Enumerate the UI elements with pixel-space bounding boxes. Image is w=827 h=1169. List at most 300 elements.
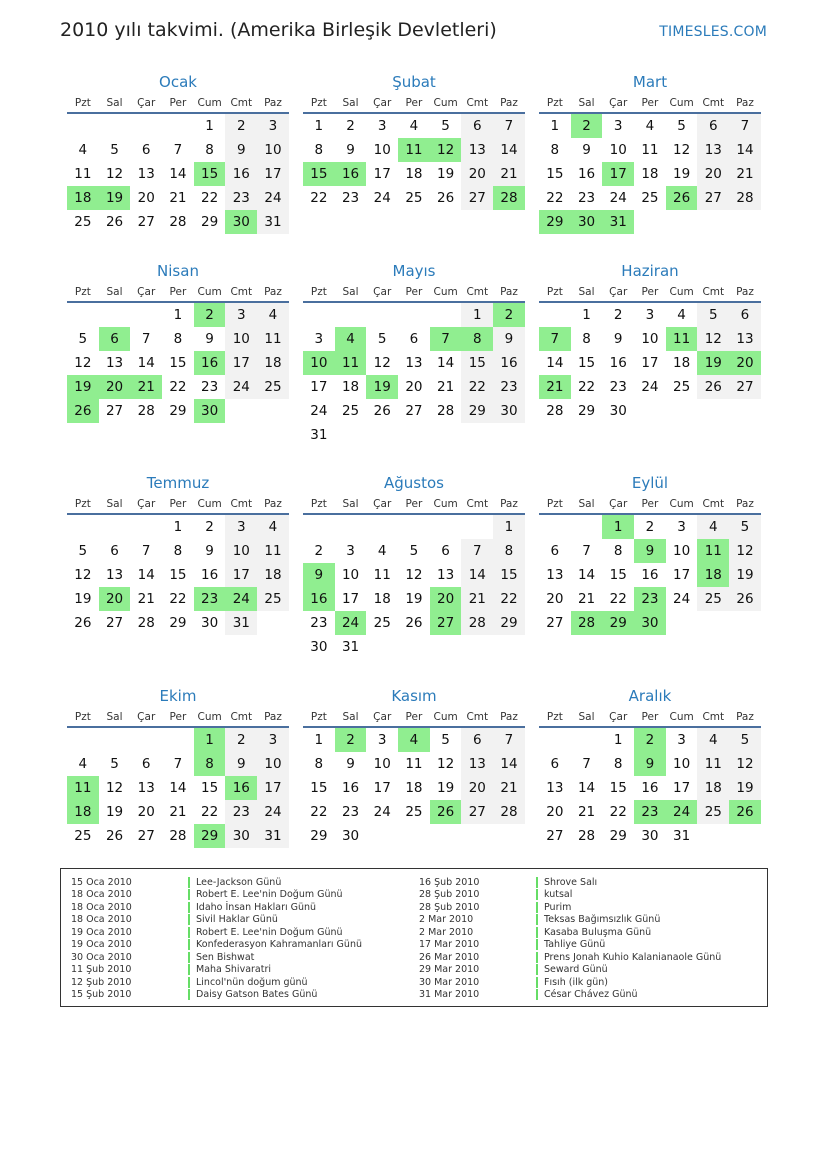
empty-cell xyxy=(99,515,131,539)
day-cell: 3 xyxy=(346,543,355,559)
holiday-date: 30 Oca 2010 xyxy=(71,951,132,963)
weekday-header xyxy=(303,283,525,303)
day-cell: 24 xyxy=(673,591,691,607)
day-cell: 9 xyxy=(346,756,355,772)
day-cell: 5 xyxy=(441,118,450,134)
day-cell: 23 xyxy=(493,375,525,399)
day-cell: 10 xyxy=(373,756,391,772)
weekday-label: Sal xyxy=(106,97,123,109)
weekday-label: Pzt xyxy=(74,711,91,723)
day-cell: 28 xyxy=(169,828,187,844)
month-4 xyxy=(67,261,289,423)
day-cell: 30 xyxy=(225,824,257,848)
day-cell: 31 xyxy=(310,427,328,443)
holiday-name: Teksas Bağımsızlık Günü xyxy=(544,914,661,926)
weekday-label: Sal xyxy=(106,498,123,510)
day-cell: 29 xyxy=(609,828,627,844)
holiday-marker xyxy=(536,939,538,950)
day-cell: 20 xyxy=(137,804,155,820)
day-cell: 25 xyxy=(257,375,289,399)
month-10 xyxy=(67,686,289,848)
holiday-marker xyxy=(536,977,538,988)
day-cell: 8 xyxy=(550,142,560,158)
day-cell: 29 xyxy=(310,828,328,844)
holiday-date: 30 Mar 2010 xyxy=(419,976,480,988)
day-cell: 24 xyxy=(225,375,257,399)
empty-cell xyxy=(162,114,194,138)
holiday-day-cell: 12 xyxy=(430,138,462,162)
day-cell: 14 xyxy=(577,567,596,583)
day-grid xyxy=(67,303,289,423)
day-cell: 4 xyxy=(257,515,289,539)
weekday-label: Cmt xyxy=(702,286,725,298)
day-cell: 19 xyxy=(729,563,761,587)
month-7 xyxy=(67,473,289,635)
day-cell: 19 xyxy=(405,591,423,607)
day-cell: 6 xyxy=(141,756,151,772)
day-cell: 14 xyxy=(169,780,187,796)
empty-cell xyxy=(130,303,162,327)
day-cell: 7 xyxy=(173,142,183,158)
day-cell: 11 xyxy=(697,752,729,776)
day-cell: 12 xyxy=(729,539,761,563)
day-cell: 12 xyxy=(673,142,691,158)
day-cell: 13 xyxy=(461,138,493,162)
weekday-label: Per xyxy=(405,97,423,109)
day-cell: 20 xyxy=(461,776,493,800)
day-cell: 7 xyxy=(141,543,151,559)
day-cell: 27 xyxy=(405,403,423,419)
weekday-label: Çar xyxy=(137,97,156,109)
day-cell: 2 xyxy=(314,543,324,559)
weekday-label: Paz xyxy=(736,97,754,109)
holiday-date: 19 Oca 2010 xyxy=(71,926,132,938)
day-cell: 19 xyxy=(437,166,455,182)
day-cell: 1 xyxy=(314,118,324,134)
day-cell: 6 xyxy=(729,303,761,327)
empty-cell xyxy=(67,303,99,327)
weekday-label: Sal xyxy=(342,97,359,109)
day-cell: 15 xyxy=(461,351,493,375)
day-cell: 31 xyxy=(257,210,289,234)
day-cell: 5 xyxy=(78,331,88,347)
weekday-label: Cum xyxy=(197,498,222,510)
holiday-day-cell: 2 xyxy=(571,114,603,138)
day-cell: 15 xyxy=(310,780,328,796)
empty-cell xyxy=(571,515,603,539)
empty-cell xyxy=(303,515,335,539)
month-3 xyxy=(539,72,761,234)
day-cell: 28 xyxy=(546,403,564,419)
holiday-date: 19 Oca 2010 xyxy=(71,939,132,951)
holiday-day-cell: 29 xyxy=(194,824,226,848)
day-cell: 19 xyxy=(437,780,455,796)
day-cell: 23 xyxy=(577,190,596,206)
day-cell: 30 xyxy=(641,828,659,844)
holiday-day-cell: 2 xyxy=(634,728,666,752)
weekday-header xyxy=(303,708,525,728)
day-cell: 5 xyxy=(729,728,761,752)
day-cell: 23 xyxy=(341,804,360,820)
day-cell: 28 xyxy=(137,403,155,419)
month-name: Temmuz xyxy=(146,474,210,492)
empty-cell xyxy=(398,303,430,327)
holiday-day-cell: 4 xyxy=(398,728,430,752)
day-cell: 31 xyxy=(225,611,257,635)
day-cell: 7 xyxy=(493,728,525,752)
day-cell: 28 xyxy=(437,403,455,419)
day-cell: 23 xyxy=(341,190,360,206)
day-cell: 10 xyxy=(225,539,257,563)
day-cell: 17 xyxy=(341,591,360,607)
day-cell: 16 xyxy=(641,780,659,796)
day-cell: 31 xyxy=(341,639,360,655)
day-cell: 21 xyxy=(577,804,596,820)
empty-cell xyxy=(430,515,462,539)
day-cell: 3 xyxy=(645,307,655,323)
weekday-label: Cmt xyxy=(702,498,725,510)
holiday-date: 18 Oca 2010 xyxy=(71,914,132,926)
day-cell: 26 xyxy=(373,403,391,419)
weekday-label: Cmt xyxy=(230,498,253,510)
holiday-marker xyxy=(536,914,538,925)
holiday-day-cell: 29 xyxy=(602,611,634,635)
holiday-name: Prens Jonah Kuhio Kalanianaole Günü xyxy=(544,951,722,963)
day-cell: 25 xyxy=(74,214,92,230)
holiday-date: 31 Mar 2010 xyxy=(419,989,480,1001)
day-cell: 25 xyxy=(697,800,729,824)
weekday-label: Per xyxy=(641,286,659,298)
holiday-row xyxy=(419,951,721,964)
weekday-label: Pzt xyxy=(546,711,563,723)
day-cell: 2 xyxy=(346,118,355,134)
day-cell: 12 xyxy=(74,567,92,583)
month-2 xyxy=(303,72,525,210)
weekday-label: Paz xyxy=(736,498,754,510)
day-cell: 17 xyxy=(373,780,391,796)
day-cell: 2 xyxy=(645,519,655,535)
holiday-day-cell: 11 xyxy=(67,776,99,800)
day-cell: 22 xyxy=(201,804,219,820)
weekday-label: Per xyxy=(169,97,187,109)
day-cell: 7 xyxy=(173,756,183,772)
weekday-label: Per xyxy=(641,97,659,109)
day-cell: 16 xyxy=(225,162,257,186)
day-cell: 11 xyxy=(257,327,289,351)
weekday-label: Çar xyxy=(137,498,156,510)
day-cell: 13 xyxy=(697,138,729,162)
day-cell: 15 xyxy=(609,780,627,796)
day-cell: 12 xyxy=(373,355,391,371)
weekday-label: Çar xyxy=(609,498,628,510)
weekday-label: Pzt xyxy=(310,286,327,298)
holiday-name: Shrove Salı xyxy=(544,876,598,888)
day-cell: 19 xyxy=(673,166,691,182)
holiday-marker xyxy=(188,927,190,938)
holiday-name: Konfederasyon Kahramanları Günü xyxy=(196,939,362,951)
day-cell: 17 xyxy=(225,563,257,587)
month-1 xyxy=(67,72,289,234)
weekday-label: Paz xyxy=(264,498,282,510)
day-cell: 1 xyxy=(173,519,183,535)
day-cell: 6 xyxy=(550,543,560,559)
day-grid xyxy=(303,114,525,210)
holiday-day-cell: 2 xyxy=(335,728,367,752)
day-cell: 15 xyxy=(493,563,525,587)
day-cell: 1 xyxy=(461,303,493,327)
weekday-label: Per xyxy=(641,711,659,723)
day-cell: 22 xyxy=(169,591,187,607)
holiday-name: Maha Shivaratri xyxy=(196,964,272,976)
holiday-name: Tahliye Günü xyxy=(544,939,606,951)
day-cell: 8 xyxy=(613,543,623,559)
weekday-label: Per xyxy=(169,498,187,510)
weekday-label: Per xyxy=(405,711,423,723)
day-cell: 8 xyxy=(582,331,591,347)
day-grid xyxy=(67,515,289,635)
day-cell: 13 xyxy=(105,355,124,371)
holiday-row xyxy=(71,901,362,914)
holiday-row xyxy=(419,876,721,889)
holiday-day-cell: 11 xyxy=(398,138,430,162)
weekday-label: Cmt xyxy=(466,286,489,298)
holiday-row xyxy=(419,926,721,939)
day-cell: 7 xyxy=(582,756,591,772)
day-cell: 27 xyxy=(461,800,493,824)
holiday-day-cell: 24 xyxy=(225,587,257,611)
weekday-label: Cum xyxy=(669,711,694,723)
empty-cell xyxy=(99,114,131,138)
weekday-label: Pzt xyxy=(310,498,327,510)
holiday-marker xyxy=(188,977,190,988)
holiday-name: Sen Bishwat xyxy=(196,951,255,963)
holiday-day-cell: 2 xyxy=(493,303,525,327)
holiday-day-cell: 23 xyxy=(634,800,666,824)
month-name: Ağustos xyxy=(384,474,444,492)
day-cell: 28 xyxy=(577,828,596,844)
holiday-day-cell: 4 xyxy=(335,327,367,351)
empty-cell xyxy=(571,728,603,752)
empty-cell xyxy=(67,728,99,752)
day-cell: 12 xyxy=(729,752,761,776)
day-cell: 24 xyxy=(641,379,659,395)
holiday-marker xyxy=(188,889,190,900)
day-cell: 12 xyxy=(437,756,455,772)
holiday-day-cell: 10 xyxy=(303,351,335,375)
day-cell: 8 xyxy=(173,543,183,559)
holiday-row xyxy=(71,939,362,952)
day-cell: 15 xyxy=(546,166,564,182)
day-cell: 7 xyxy=(729,114,761,138)
weekday-label: Pzt xyxy=(546,97,563,109)
day-cell: 22 xyxy=(310,804,328,820)
month-name: Aralık xyxy=(628,687,672,705)
day-cell: 6 xyxy=(141,142,151,158)
day-cell: 15 xyxy=(609,567,627,583)
day-cell: 13 xyxy=(137,780,155,796)
holiday-name: Robert E. Lee'nin Doğum Günü xyxy=(196,889,343,901)
day-cell: 27 xyxy=(137,828,155,844)
holiday-row xyxy=(71,964,362,977)
weekday-label: Cmt xyxy=(702,97,725,109)
day-cell: 14 xyxy=(729,138,761,162)
day-cell: 18 xyxy=(405,166,423,182)
day-cell: 15 xyxy=(201,780,219,796)
day-cell: 29 xyxy=(461,399,493,423)
holiday-day-cell: 19 xyxy=(67,375,99,399)
day-cell: 10 xyxy=(641,331,659,347)
day-cell: 13 xyxy=(437,567,455,583)
empty-cell xyxy=(398,515,430,539)
day-cell: 4 xyxy=(78,142,88,158)
day-cell: 25 xyxy=(641,190,659,206)
day-cell: 30 xyxy=(493,399,525,423)
weekday-label: Sal xyxy=(578,711,595,723)
day-cell: 6 xyxy=(697,114,729,138)
weekday-label: Paz xyxy=(500,711,518,723)
day-cell: 10 xyxy=(341,567,360,583)
weekday-label: Paz xyxy=(500,286,518,298)
page-title: 2010 yılı takvimi. (Amerika Birleşik Devletleri) xyxy=(60,19,497,41)
weekday-header xyxy=(67,94,289,114)
weekday-header xyxy=(303,495,525,515)
holiday-marker xyxy=(188,877,190,888)
day-cell: 12 xyxy=(105,166,124,182)
day-cell: 1 xyxy=(205,118,214,134)
weekday-label: Pzt xyxy=(74,286,91,298)
day-cell: 24 xyxy=(257,800,289,824)
holiday-day-cell: 18 xyxy=(67,186,99,210)
day-cell: 22 xyxy=(609,804,627,820)
day-cell: 9 xyxy=(582,142,591,158)
day-cell: 29 xyxy=(169,403,187,419)
holiday-day-cell: 16 xyxy=(225,776,257,800)
holiday-name: Robert E. Lee'nin Doğum Günü xyxy=(196,926,343,938)
day-cell: 27 xyxy=(546,615,564,631)
weekday-label: Cmt xyxy=(230,97,253,109)
holiday-row xyxy=(71,976,362,989)
day-cell: 9 xyxy=(613,331,623,347)
weekday-label: Paz xyxy=(264,711,282,723)
day-cell: 4 xyxy=(697,728,729,752)
day-cell: 22 xyxy=(201,190,219,206)
day-cell: 11 xyxy=(641,142,659,158)
holiday-day-cell: 1 xyxy=(602,515,634,539)
day-cell: 19 xyxy=(74,591,92,607)
weekday-label: Cum xyxy=(433,286,458,298)
day-cell: 19 xyxy=(105,804,124,820)
weekday-label: Cum xyxy=(669,286,694,298)
weekday-label: Paz xyxy=(500,97,518,109)
weekday-header xyxy=(67,495,289,515)
day-cell: 14 xyxy=(546,355,564,371)
day-cell: 26 xyxy=(74,615,92,631)
holiday-marker xyxy=(536,889,538,900)
day-cell: 10 xyxy=(257,752,289,776)
month-name: Mart xyxy=(632,73,668,91)
weekday-label: Çar xyxy=(609,97,628,109)
month-5 xyxy=(303,261,525,447)
day-cell: 21 xyxy=(493,776,525,800)
day-cell: 16 xyxy=(641,567,659,583)
day-cell: 3 xyxy=(677,519,686,535)
day-cell: 2 xyxy=(613,307,623,323)
weekday-label: Çar xyxy=(137,286,156,298)
day-cell: 3 xyxy=(314,331,324,347)
day-cell: 26 xyxy=(697,375,729,399)
day-cell: 27 xyxy=(461,186,493,210)
weekday-label: Per xyxy=(169,711,187,723)
day-cell: 12 xyxy=(405,567,423,583)
day-grid xyxy=(67,114,289,234)
day-cell: 27 xyxy=(105,615,124,631)
day-cell: 23 xyxy=(225,800,257,824)
holiday-day-cell: 16 xyxy=(335,162,367,186)
weekday-label: Çar xyxy=(373,97,392,109)
holiday-day-cell: 20 xyxy=(729,351,761,375)
holiday-day-cell: 16 xyxy=(303,587,335,611)
weekday-header xyxy=(67,283,289,303)
day-cell: 7 xyxy=(582,543,591,559)
day-cell: 26 xyxy=(405,615,423,631)
day-cell: 28 xyxy=(169,214,187,230)
day-cell: 26 xyxy=(729,587,761,611)
weekday-label: Çar xyxy=(609,711,628,723)
day-cell: 16 xyxy=(609,355,627,371)
day-cell: 27 xyxy=(137,214,155,230)
day-cell: 23 xyxy=(225,186,257,210)
holiday-marker xyxy=(536,877,538,888)
empty-cell xyxy=(99,303,131,327)
day-cell: 27 xyxy=(729,375,761,399)
holiday-day-cell: 9 xyxy=(634,752,666,776)
empty-cell xyxy=(335,303,367,327)
holiday-day-cell: 24 xyxy=(335,611,367,635)
day-cell: 17 xyxy=(310,379,328,395)
day-cell: 12 xyxy=(74,355,92,371)
day-cell: 24 xyxy=(257,186,289,210)
holiday-day-cell: 30 xyxy=(194,399,226,423)
day-cell: 1 xyxy=(550,118,560,134)
weekday-label: Sal xyxy=(342,711,359,723)
day-cell: 14 xyxy=(493,752,525,776)
day-cell: 21 xyxy=(169,804,187,820)
day-cell: 14 xyxy=(437,355,455,371)
day-cell: 3 xyxy=(677,732,686,748)
weekday-label: Cum xyxy=(197,286,222,298)
day-cell: 26 xyxy=(105,828,124,844)
day-cell: 23 xyxy=(201,379,219,395)
day-cell: 6 xyxy=(461,728,493,752)
day-cell: 3 xyxy=(613,118,623,134)
day-cell: 9 xyxy=(225,752,257,776)
month-name: Mayıs xyxy=(392,262,436,280)
weekday-label: Pzt xyxy=(310,711,327,723)
weekday-label: Cmt xyxy=(230,286,253,298)
day-cell: 7 xyxy=(141,331,151,347)
site-link[interactable]: TIMESLES.COM xyxy=(659,24,767,40)
holiday-day-cell: 26 xyxy=(430,800,462,824)
day-cell: 2 xyxy=(225,728,257,752)
day-cell: 11 xyxy=(373,567,391,583)
day-cell: 16 xyxy=(493,351,525,375)
holiday-marker xyxy=(188,989,190,1000)
day-cell: 14 xyxy=(169,166,187,182)
holiday-date: 11 Şub 2010 xyxy=(71,964,132,976)
day-cell: 24 xyxy=(373,190,391,206)
holiday-row xyxy=(419,989,721,1002)
weekday-label: Paz xyxy=(264,97,282,109)
